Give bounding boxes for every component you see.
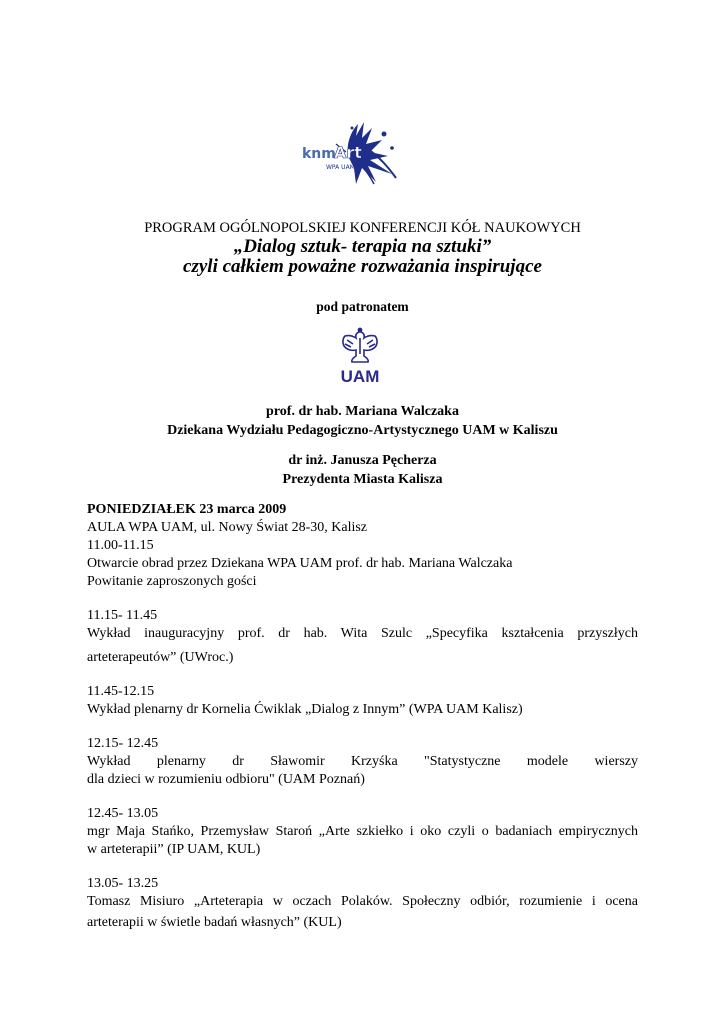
schedule-item	[87, 875, 638, 932]
patron-2	[60, 451, 665, 489]
program-title: PROGRAM OGÓLNOPOLSKIEJ KONFERENCJI KÓŁ NAUKOWYCH	[144, 220, 581, 236]
patron-2-role: Prezydenta Miasta Kalisza	[282, 472, 443, 487]
art-logo-text: Art	[334, 143, 362, 162]
schedule-time: 12.15- 12.45	[87, 736, 159, 751]
schedule-line: mgr Maja Stańko, Przemysław Staroń „Arte szkiełko i oko czyli o badaniach empirycznych	[87, 824, 638, 839]
schedule-time: 12.45- 13.05	[87, 806, 159, 821]
knm-art-logo	[296, 118, 412, 188]
uam-logo	[331, 326, 389, 386]
location: AULA WPA UAM, ul. Nowy Świat 28-30, Kalisz	[87, 520, 368, 535]
schedule-time: 11.45-12.15	[87, 684, 155, 699]
schedule-item	[87, 805, 638, 859]
schedule-line: Tomasz Misiuro „Arteterapia w oczach Polaków. Społeczny odbiór, rozumienie i ocena	[87, 894, 638, 909]
schedule	[87, 501, 638, 932]
schedule-line: Powitanie zaproszonych gości	[87, 574, 257, 589]
schedule-time: 11.00-11.15	[87, 538, 154, 553]
knm-logo-text: knm	[302, 146, 336, 162]
schedule-time: 13.05- 13.25	[87, 876, 159, 891]
patron-1-role: Dziekana Wydziału Pedagogiczno-Artystycznego UAM w Kaliszu	[167, 423, 558, 438]
schedule-line: dla dzieci w rozumieniu odbioru" (UAM Poznań)	[87, 772, 365, 787]
conference-title-line1: „Dialog sztuk- terapia na sztuki”	[233, 236, 492, 257]
schedule-line: Otwarcie obrad przez Dziekana WPA UAM prof. dr hab. Mariana Walczaka	[87, 556, 513, 571]
eagle-emblem-icon	[343, 328, 377, 362]
schedule-line: Wykład inauguracyjny prof. dr hab. Wita Szulc „Specyfika kształcenia przyszłych	[87, 626, 638, 641]
schedule-line: Wykład plenarny dr Kornelia Ćwiklak „Dialog z Innym” (WPA UAM Kalisz)	[87, 702, 523, 717]
schedule-item	[87, 537, 638, 591]
schedule-item	[87, 735, 638, 789]
schedule-time: 11.15- 11.45	[87, 608, 158, 623]
schedule-line: w arteterapii” (IP UAM, KUL)	[87, 842, 261, 857]
patronage-label: pod patronatem	[316, 299, 409, 314]
schedule-line: Wykład plenarny dr Sławomir Krzyśka "Statystyczne modele wierszy	[87, 754, 638, 769]
schedule-item	[87, 683, 638, 719]
patron-1	[60, 402, 665, 440]
patron-1-name: prof. dr hab. Mariana Walczaka	[266, 404, 459, 419]
schedule-item	[87, 607, 638, 667]
patron-2-name: dr inż. Janusza Pęcherza	[288, 453, 437, 468]
day-header: PONIEDZIAŁEK 23 marca 2009	[87, 502, 287, 517]
wpa-uam-logo-text: WPA UAM	[326, 164, 355, 171]
schedule-line: arteterapii w świetle badań własnych” (KUL)	[87, 915, 342, 930]
schedule-line: arteterapeutów” (UWroc.)	[87, 650, 234, 665]
uam-logo-text: UAM	[340, 367, 380, 386]
conference-title	[60, 237, 665, 277]
conference-title-line2: czyli całkiem poważne rozważania inspirujące	[183, 256, 542, 277]
